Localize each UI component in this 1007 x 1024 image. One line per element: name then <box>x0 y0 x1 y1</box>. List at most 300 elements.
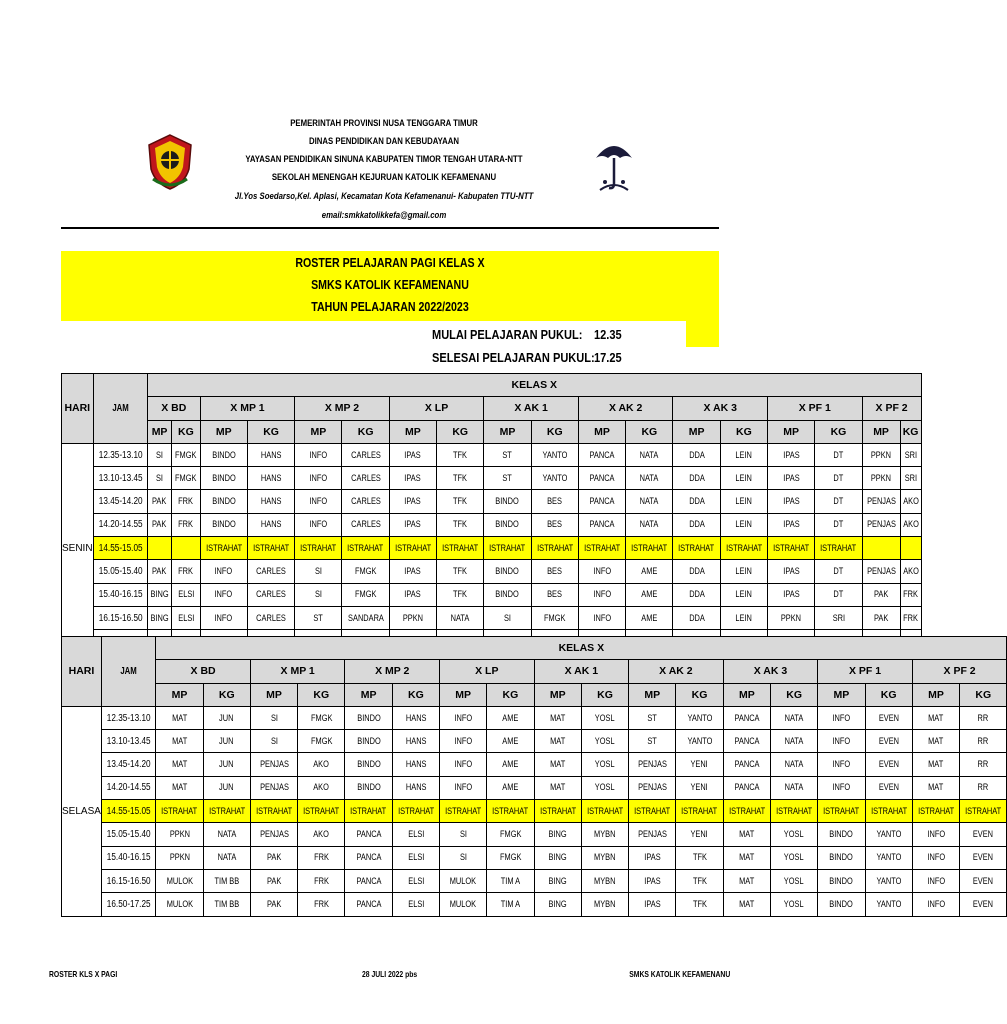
kg-subheader: KG <box>865 683 912 706</box>
time-cell <box>93 513 147 536</box>
cell-text: PANCA <box>734 712 760 724</box>
cell-text: INFO <box>832 712 851 724</box>
cell-text: ISTRAHAT <box>539 805 576 817</box>
table-cell <box>865 706 912 729</box>
table-cell <box>437 537 484 560</box>
mp-subheader: MP <box>578 420 625 443</box>
table-cell <box>676 800 723 823</box>
table-cell <box>200 513 247 536</box>
cell-text: BING <box>150 612 169 624</box>
table-cell <box>768 443 815 466</box>
cell-text: PENJAS <box>637 829 667 841</box>
end-time-value: 17.25 <box>594 350 622 365</box>
cell-text: BINDO <box>495 566 520 578</box>
cell-text: BES <box>547 566 563 578</box>
table-row <box>62 443 922 466</box>
time-cell <box>101 800 155 823</box>
cell-text: ISTRAHAT <box>728 805 765 817</box>
table-cell <box>629 846 676 869</box>
cell-text: INFO <box>832 735 851 747</box>
cell-text: NATA <box>784 759 804 771</box>
table-cell <box>815 537 862 560</box>
cell-text: PENJAS <box>866 519 896 531</box>
cell-text: AKO <box>313 759 330 771</box>
cell-text: ISTRAHAT <box>917 805 955 817</box>
table-cell <box>298 893 345 916</box>
kg-subheader: KG <box>720 420 767 443</box>
cell-text: TFK <box>453 449 468 461</box>
table-cell <box>862 467 900 490</box>
class-header: X BD <box>156 660 251 683</box>
table-cell <box>723 706 770 729</box>
table-cell <box>534 823 581 846</box>
cell-text: YANTO <box>687 735 712 747</box>
cell-text: AME <box>502 712 519 724</box>
table-cell <box>200 443 247 466</box>
selasa-roster-table <box>61 636 1007 917</box>
cell-text: FMGK <box>354 566 377 578</box>
cell-text: BINDO <box>356 735 381 747</box>
time-text: 13.45-14.20 <box>106 759 151 771</box>
table-cell <box>626 467 673 490</box>
cell-text: HANS <box>405 712 427 724</box>
table-cell <box>345 730 392 753</box>
time-cell <box>93 583 147 606</box>
cell-text: RR <box>977 712 989 724</box>
table-cell <box>581 753 628 776</box>
cell-text: ISTRAHAT <box>773 542 810 554</box>
table-cell <box>626 443 673 466</box>
letterhead-address: Jl.Yos Soedarso,Kel. Aplasi, Kecamatan Kota Kefamenanui- Kabupaten TTU-NTT <box>234 191 534 202</box>
table-cell <box>247 537 294 560</box>
cell-text: BINDO <box>829 852 854 864</box>
cell-text: PAK <box>266 875 282 887</box>
cell-text: SRI <box>832 612 845 624</box>
cell-text: BINDO <box>356 782 381 794</box>
cell-text: PANCA <box>589 519 615 531</box>
table-cell <box>203 706 250 729</box>
table-cell <box>581 730 628 753</box>
table-cell <box>342 537 389 560</box>
class-header-row <box>62 397 922 420</box>
table-cell <box>768 467 815 490</box>
cell-text: BINDO <box>495 519 520 531</box>
table-cell <box>581 776 628 799</box>
table-cell <box>578 537 625 560</box>
table-cell <box>626 560 673 583</box>
mp-subheader: MP <box>818 683 865 706</box>
time-text: 16.15-16.50 <box>106 875 151 887</box>
table-row <box>62 490 922 513</box>
letterhead-line-4: SEKOLAH MENENGAH KEJURUAN KATOLIK KEFAMENANU <box>271 172 497 183</box>
mp-subheader: MP <box>147 420 171 443</box>
table-cell <box>768 537 815 560</box>
table-cell <box>960 893 1007 916</box>
class-header: X PF 2 <box>912 660 1007 683</box>
cell-text: JUN <box>219 735 234 747</box>
cell-text: MYBN <box>594 898 616 910</box>
table-cell <box>487 893 534 916</box>
class-header: X PF 1 <box>768 397 863 420</box>
table-cell <box>960 800 1007 823</box>
table-cell <box>912 893 959 916</box>
cell-text: ISTRAHAT <box>350 805 387 817</box>
cell-text: HANS <box>405 782 427 794</box>
subheader-row <box>62 420 922 443</box>
table-cell <box>172 560 200 583</box>
time-cell <box>101 846 155 869</box>
table-cell <box>581 706 628 729</box>
table-cell <box>389 443 436 466</box>
cell-text: ELSI <box>407 852 424 864</box>
cell-text: ELSI <box>177 589 194 601</box>
cell-text: ISTRAHAT <box>823 805 860 817</box>
table-cell <box>578 467 625 490</box>
table-cell <box>723 753 770 776</box>
cell-text: SI <box>156 449 164 461</box>
table-cell <box>437 583 484 606</box>
cell-text: INFO <box>927 898 945 910</box>
cell-text: PANCA <box>589 472 615 484</box>
cell-text: PANCA <box>589 449 615 461</box>
cell-text: IPAS <box>404 472 422 484</box>
class-header: X AK 2 <box>578 397 673 420</box>
table-cell <box>345 776 392 799</box>
cell-text: ST <box>502 472 513 484</box>
cell-text: MAT <box>739 875 755 887</box>
cell-text: DDA <box>688 496 705 508</box>
table-cell <box>912 869 959 892</box>
cell-text: CARLES <box>350 519 381 531</box>
cell-text: AME <box>502 759 519 771</box>
cell-text: MAT <box>739 829 755 841</box>
table-cell <box>487 823 534 846</box>
table-cell <box>720 560 767 583</box>
table-cell <box>578 583 625 606</box>
cell-text: BING <box>548 829 567 841</box>
cell-text: SI <box>156 472 164 484</box>
table-cell <box>723 776 770 799</box>
time-cell <box>101 823 155 846</box>
senin-roster-table <box>61 373 922 654</box>
table-cell <box>389 490 436 513</box>
cell-text: RR <box>977 735 989 747</box>
table-cell <box>203 776 250 799</box>
cell-text: BINDO <box>829 898 854 910</box>
table-cell <box>534 846 581 869</box>
table-cell <box>626 606 673 629</box>
cell-text: IPAS <box>404 449 422 461</box>
cell-text: LEIN <box>735 612 753 624</box>
cell-text: AME <box>641 589 658 601</box>
class-header: X AK 1 <box>534 660 629 683</box>
time-cell <box>93 490 147 513</box>
table-cell <box>862 443 900 466</box>
table-cell <box>862 513 900 536</box>
table-cell <box>676 706 723 729</box>
class-header: X MP 2 <box>345 660 440 683</box>
kelas-header: KELAS X <box>147 374 921 397</box>
cell-text: FMGK <box>310 735 332 747</box>
cell-text: SANDARA <box>347 612 384 624</box>
cell-text: FMGK <box>544 612 566 624</box>
table-cell <box>912 730 959 753</box>
mp-subheader: MP <box>389 420 436 443</box>
table-cell <box>147 537 171 560</box>
kg-subheader: KG <box>342 420 389 443</box>
cell-text: SI <box>270 735 278 747</box>
table-cell <box>815 467 862 490</box>
table-cell <box>200 490 247 513</box>
cell-text: HANS <box>260 472 282 484</box>
table-cell <box>629 776 676 799</box>
table-cell <box>389 583 436 606</box>
kg-subheader: KG <box>900 420 921 443</box>
cell-text: PPKN <box>781 612 802 624</box>
table-cell <box>673 606 720 629</box>
letterhead-email: email:smkkatolikkefa@gmail.com <box>321 210 447 221</box>
cell-text: MULOK <box>449 875 477 887</box>
cell-text: EVEN <box>878 735 899 747</box>
table-cell <box>172 513 200 536</box>
table-cell <box>247 490 294 513</box>
cell-text: EVEN <box>973 898 994 910</box>
table-cell <box>534 753 581 776</box>
cell-text: INFO <box>214 589 233 601</box>
mp-subheader: MP <box>768 420 815 443</box>
cell-text: ISTRAHAT <box>725 542 762 554</box>
cell-text: YOSL <box>784 829 804 841</box>
table-cell <box>865 823 912 846</box>
table-cell <box>345 800 392 823</box>
table-cell <box>629 706 676 729</box>
cell-text: IPAS <box>404 566 422 578</box>
table-cell <box>581 800 628 823</box>
cell-text: IPAS <box>782 566 800 578</box>
cell-text: SRI <box>904 472 917 484</box>
table-cell <box>865 800 912 823</box>
cell-text: BING <box>548 852 567 864</box>
school-name: SMKS KATOLIK KEFAMENANU <box>311 278 469 292</box>
time-cell <box>93 467 147 490</box>
table-cell <box>437 467 484 490</box>
table-cell <box>484 490 531 513</box>
cell-text: NATA <box>217 852 237 864</box>
mp-subheader: MP <box>629 683 676 706</box>
class-header: X LP <box>389 397 484 420</box>
table-cell <box>723 800 770 823</box>
table-cell <box>629 869 676 892</box>
mp-subheader: MP <box>723 683 770 706</box>
cell-text: BINDO <box>356 712 381 724</box>
table-cell <box>626 537 673 560</box>
table-cell <box>578 560 625 583</box>
cell-text: IPAS <box>782 496 800 508</box>
time-text: 15.40-16.15 <box>98 589 143 601</box>
table-cell <box>723 846 770 869</box>
cell-text: PANCA <box>356 875 382 887</box>
cell-text: BINDO <box>212 449 236 461</box>
cell-text: INFO <box>454 782 472 794</box>
table-cell <box>818 846 865 869</box>
cell-text: INFO <box>454 759 472 771</box>
cell-text: AKO <box>902 496 919 508</box>
cell-text: DT <box>833 472 844 484</box>
cell-text: MAT <box>171 759 187 771</box>
time-cell <box>101 893 155 916</box>
table-cell <box>912 753 959 776</box>
cell-text: IPAS <box>782 519 800 531</box>
table-cell <box>673 583 720 606</box>
letterhead-line-2: DINAS PENDIDIKAN DAN KEBUDAYAAN <box>308 136 460 147</box>
cell-text: BING <box>548 898 567 910</box>
table-cell <box>295 560 342 583</box>
table-cell <box>437 443 484 466</box>
table-cell <box>531 467 578 490</box>
table-cell <box>147 490 171 513</box>
time-cell <box>93 560 147 583</box>
cell-text: TFK <box>692 852 707 864</box>
cell-text: PENJAS <box>259 759 289 771</box>
table-cell <box>723 730 770 753</box>
cell-text: IPAS <box>782 449 800 461</box>
cell-text: ISTRAHAT <box>492 805 529 817</box>
table-cell <box>676 823 723 846</box>
table-cell <box>534 893 581 916</box>
cell-text: MULOK <box>449 898 477 910</box>
cell-text: ISTRAHAT <box>442 542 479 554</box>
kg-subheader: KG <box>487 683 534 706</box>
cell-text: PANCA <box>356 898 382 910</box>
cell-text: FMGK <box>175 472 197 484</box>
table-cell <box>147 606 171 629</box>
table-cell <box>172 606 200 629</box>
table-cell <box>389 606 436 629</box>
table-cell <box>723 823 770 846</box>
time-text: 13.10-13.45 <box>106 735 151 747</box>
table-cell <box>534 869 581 892</box>
cell-text: MAT <box>928 782 944 794</box>
table-cell <box>250 753 297 776</box>
table-cell <box>392 869 439 892</box>
cell-text: DDA <box>688 612 705 624</box>
table-row <box>62 706 1007 729</box>
cell-text: HANS <box>405 759 427 771</box>
cell-text: YANTO <box>876 852 902 864</box>
cell-text: MAT <box>739 852 755 864</box>
letterhead-divider <box>61 227 719 229</box>
cell-text: FRK <box>178 519 194 531</box>
table-cell <box>723 893 770 916</box>
cell-text: MAT <box>739 898 755 910</box>
cell-text: SI <box>314 566 322 578</box>
table-cell <box>172 537 200 560</box>
class-header: X MP 2 <box>295 397 390 420</box>
cell-text: INFO <box>593 589 611 601</box>
table-cell <box>484 560 531 583</box>
cell-text: INFO <box>309 519 328 531</box>
cell-text: INFO <box>832 759 851 771</box>
cell-text: YOSL <box>595 735 615 747</box>
cell-text: TFK <box>692 875 707 887</box>
table-row <box>62 869 1007 892</box>
table-cell <box>862 490 900 513</box>
cell-text: FRK <box>313 852 329 864</box>
letterhead-line-3: YAYASAN PENDIDIKAN SINUNA KABUPATEN TIMOR TENGAH UTARA-NTT <box>245 154 523 165</box>
cell-text: PPKN <box>169 829 190 841</box>
table-cell <box>156 869 203 892</box>
cell-text: DT <box>833 449 844 461</box>
cell-text: PAK <box>266 852 282 864</box>
table-cell <box>626 513 673 536</box>
cell-text: MAT <box>550 759 566 771</box>
table-cell <box>200 583 247 606</box>
cell-text: AKO <box>313 829 330 841</box>
table-cell <box>203 730 250 753</box>
table-cell <box>484 513 531 536</box>
table-cell <box>392 753 439 776</box>
table-cell <box>437 606 484 629</box>
time-cell <box>101 776 155 799</box>
table-cell <box>770 846 817 869</box>
cell-text: EVEN <box>878 759 899 771</box>
cell-text: HANS <box>260 519 282 531</box>
table-cell <box>531 513 578 536</box>
table-row <box>62 823 1007 846</box>
cell-text: IPAS <box>782 472 800 484</box>
table-cell <box>203 893 250 916</box>
table-cell <box>250 730 297 753</box>
table-cell <box>534 776 581 799</box>
table-cell <box>440 730 487 753</box>
cell-text: CARLES <box>256 566 286 578</box>
table-cell <box>147 513 171 536</box>
table-cell <box>437 490 484 513</box>
mp-subheader: MP <box>534 683 581 706</box>
cell-text: ISTRAHAT <box>820 542 857 554</box>
table-cell <box>960 730 1007 753</box>
footer-left: ROSTER KLS X PAGI <box>49 969 118 979</box>
table-cell <box>676 846 723 869</box>
cell-text: LEIN <box>735 519 753 531</box>
table-cell <box>626 583 673 606</box>
cell-text: YOSL <box>784 875 804 887</box>
cell-text: ISTRAHAT <box>776 805 813 817</box>
cell-text: INFO <box>927 875 945 887</box>
cell-text: ST <box>647 735 657 747</box>
table-row <box>62 753 1007 776</box>
cell-text: ST <box>647 712 657 724</box>
cell-text: DDA <box>688 566 705 578</box>
table-cell <box>673 537 720 560</box>
cell-text: AKO <box>313 782 330 794</box>
table-cell <box>440 846 487 869</box>
cell-text: BES <box>547 519 563 531</box>
table-cell <box>629 823 676 846</box>
table-cell <box>203 800 250 823</box>
cell-text: YANTO <box>542 449 568 461</box>
cell-text: INFO <box>593 612 611 624</box>
time-text: 13.10-13.45 <box>98 472 143 484</box>
cell-text: ELSI <box>407 898 424 910</box>
table-cell <box>770 823 817 846</box>
table-cell <box>531 537 578 560</box>
table-cell <box>156 776 203 799</box>
cell-text: MAT <box>550 735 566 747</box>
cell-text: INFO <box>309 449 328 461</box>
cell-text: MAT <box>171 782 187 794</box>
time-text: 12.35-13.10 <box>98 449 143 461</box>
